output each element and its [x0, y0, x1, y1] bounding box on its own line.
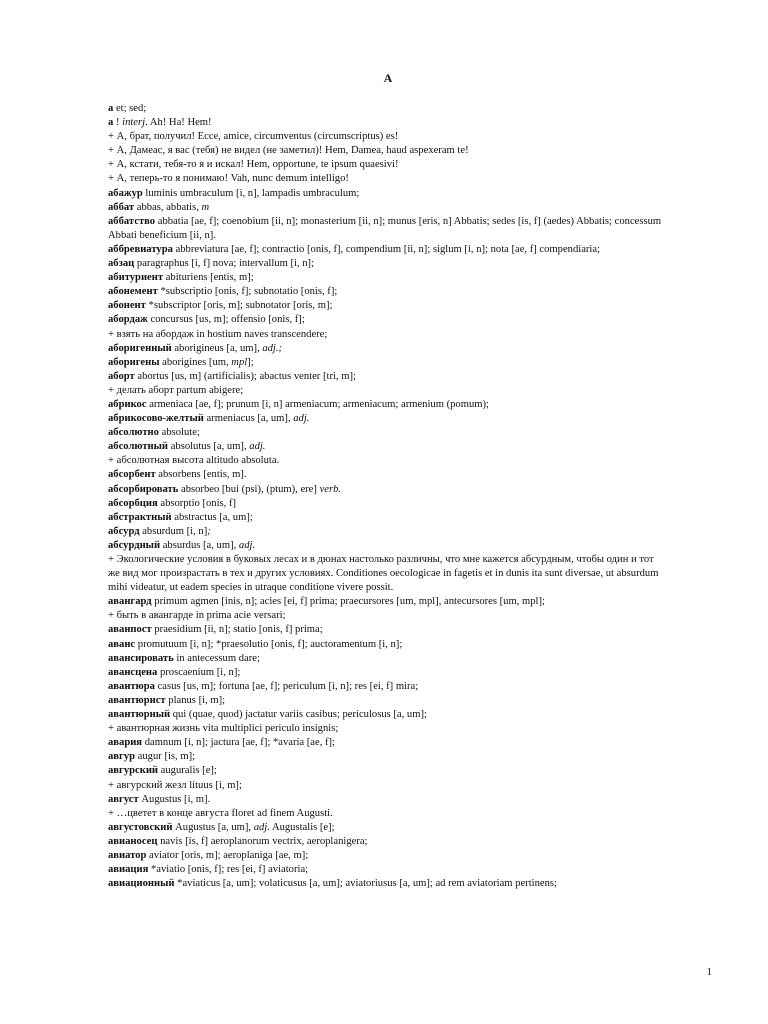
definition-text: + делать аборт partum abigere; [108, 384, 244, 396]
headword: авансировать [108, 652, 174, 664]
dictionary-entry [108, 821, 668, 835]
dictionary-entry [108, 483, 668, 497]
headword: абсурдный [108, 539, 161, 551]
definition-text: aviator [oris, m]; aeroplaniga [ae, m]; [146, 849, 309, 861]
dictionary-entry [108, 468, 668, 482]
grammar-label: ; [207, 525, 211, 537]
headword: авиатор [108, 849, 147, 861]
dictionary-entry [108, 511, 668, 525]
definition-text: augur [is, m]; [135, 751, 196, 763]
grammar-label: m [201, 201, 210, 213]
definition-text: Augustalis [e]; [269, 821, 335, 833]
definition-text: + А, кстати, тебя-то я и искал! Hem, opportune, te ipsum quaesivi! [108, 159, 399, 171]
definition-text: planus [i, m]; [165, 694, 226, 706]
dictionary-entry [108, 764, 668, 778]
dictionary-entry [108, 849, 668, 863]
dictionary-entry [108, 342, 668, 356]
dictionary-entry [108, 313, 668, 327]
dictionary-entry [108, 525, 668, 539]
headword: абонент [108, 300, 146, 312]
definition-text: absurdus [a, um], [160, 539, 239, 551]
dictionary-entry [108, 666, 668, 680]
dictionary-entry [108, 116, 668, 130]
headword: абордаж [108, 314, 148, 326]
dictionary-entry [108, 102, 668, 116]
dictionary-entry [108, 440, 668, 454]
dictionary-entry [108, 694, 668, 708]
definition-text: Augustus [a, um], [172, 821, 254, 833]
dictionary-entry [108, 299, 668, 313]
definition-text: concursus [us, m]; offensio [onis, f]; [147, 314, 305, 326]
headword: аванпост [108, 624, 152, 636]
definition-text: absolute; [158, 427, 200, 439]
grammar-label: adj. [293, 413, 310, 425]
dictionary-entry [108, 835, 668, 849]
headword: аборигены [108, 356, 160, 368]
headword: абитуриент [108, 272, 164, 284]
headword: аборт [108, 370, 135, 382]
headword: абсорбция [108, 497, 158, 509]
headword: абонемент [108, 286, 158, 298]
dictionary-entry [108, 257, 668, 271]
dictionary-entry [108, 553, 668, 595]
definition-text: absorbens [entis, m]. [155, 469, 247, 481]
dictionary-entry [108, 779, 668, 793]
dictionary-entry [108, 722, 668, 736]
definition-text: et; sed; [113, 103, 147, 114]
headword: авантюра [108, 680, 155, 692]
headword: авианосец [108, 835, 158, 847]
definition-text: . Ah! Ha! Hem! [145, 117, 212, 129]
dictionary-entry [108, 426, 668, 440]
definition-text: in antecessum dare; [173, 652, 260, 664]
entry-list [108, 102, 668, 891]
headword: авиация [108, 864, 149, 876]
definition-text: absorptio [onis, f] [157, 497, 236, 509]
dictionary-entry [108, 243, 668, 257]
dictionary-entry [108, 793, 668, 807]
dictionary-entry [108, 187, 668, 201]
dictionary-page [108, 72, 668, 891]
definition-text: absolutus [a, um], [168, 441, 250, 453]
headword: абсорбировать [108, 483, 179, 495]
definition-text: primum agmen [inis, n]; acies [ei, f] prima; praecursores [um, mpl], antecursores [um, mpl]; [151, 596, 545, 608]
headword: а [108, 117, 114, 129]
dictionary-entry [108, 328, 668, 342]
dictionary-entry [108, 370, 668, 384]
definition-text: + …цветет в конце августа floret ad finem Augusti. [108, 807, 333, 819]
grammar-label: interj [122, 117, 146, 129]
dictionary-entry [108, 271, 668, 285]
definition-text: aborigines [um, [159, 356, 232, 368]
definition-text: + авгурский жезл lituus [i, m]; [108, 779, 242, 791]
definition-text: ]; [247, 356, 254, 368]
dictionary-entry [108, 609, 668, 623]
grammar-label: verb. [319, 483, 342, 495]
definition-text: absorbeo [bui (psi), (ptum), ere] [178, 483, 320, 495]
section-letter-heading: A [383, 71, 393, 85]
definition-text: praesidium [ii, n]; statio [onis, f] prima; [151, 624, 323, 636]
definition-text: navis [is, f] aeroplanorum vectrix, aeroplanigera; [157, 835, 368, 847]
dictionary-entry [108, 412, 668, 426]
headword: авгур [108, 751, 136, 763]
definition-text: proscaenium [i, n]; [157, 666, 241, 678]
headword: август [108, 793, 139, 805]
definition-text: + взять на абордаж in hostium naves transcendere; [108, 328, 328, 340]
dictionary-entry [108, 750, 668, 764]
grammar-label: adj. [249, 441, 266, 453]
definition-text: paragraphus [i, f] nova; intervallum [i, n]; [134, 258, 315, 270]
dictionary-entry [108, 384, 668, 398]
definition-text: *subscriptor [oris, m]; subnotator [oris, m]; [145, 300, 333, 312]
dictionary-entry [108, 215, 668, 243]
definition-text: promutuum [i, n]; *praesolutio [onis, f]; auctoramentum [i, n]; [135, 638, 403, 650]
grammar-label: adj. [253, 821, 270, 833]
definition-text: qui (quae, quod) jactatur variis casibus; periculosus [a, um]; [170, 709, 427, 721]
dictionary-entry [108, 863, 668, 877]
definition-text: + авантюрная жизнь vita multiplici periculo insignis; [108, 723, 339, 735]
headword: абзац [108, 258, 135, 270]
dictionary-entry [108, 539, 668, 553]
dictionary-entry [108, 130, 668, 144]
definition-text: + абсолютная высота altitudo absoluta. [108, 455, 280, 467]
headword: абсорбент [108, 469, 156, 481]
headword: аббревиатура [108, 243, 173, 255]
definition-text: + быть в авангарде in prima acie versari; [108, 610, 286, 622]
dictionary-entry [108, 497, 668, 511]
headword: абрикос [108, 398, 147, 410]
headword: абсолютный [108, 441, 169, 453]
dictionary-entry [108, 807, 668, 821]
dictionary-entry [108, 454, 668, 468]
definition-text: absurdum [i, n] [139, 525, 208, 537]
headword: аборигенный [108, 342, 172, 354]
definition-text: abortus [us, m] (artificialis); abactus venter [tri, m]; [134, 370, 356, 382]
dictionary-entry [108, 638, 668, 652]
definition-text: casus [us, m]; fortuna [ae, f]; periculum [i, n]; res [ei, f] mira; [154, 680, 419, 692]
headword: аббат [108, 201, 135, 213]
dictionary-entry [108, 623, 668, 637]
headword: абсурд [108, 525, 140, 537]
definition-text: Augustus [i, m]. [138, 793, 211, 805]
dictionary-entry [108, 595, 668, 609]
dictionary-entry [108, 172, 668, 186]
definition-text: aborigineus [a, um], [171, 342, 263, 354]
headword: авантюрист [108, 694, 166, 706]
headword: абсолютно [108, 427, 159, 439]
definition-text: armeniacus [a, um], [203, 413, 294, 425]
definition-text: abituriens [entis, m]; [163, 272, 254, 284]
headword: авиационный [108, 878, 175, 890]
headword: авантюрный [108, 709, 171, 721]
definition-text: + А, брат, получил! Ecce, amice, circumventus (circumscriptus) es! [108, 131, 399, 143]
dictionary-entry [108, 652, 668, 666]
grammar-label: adj. [238, 539, 256, 551]
definition-text: damnum [i, n]; jactura [ae, f]; *avaria [ae, f]; [142, 737, 335, 749]
definition-text: *aviatio [onis, f]; res [ei, f] aviatoria; [148, 864, 309, 876]
dictionary-entry [108, 680, 668, 694]
headword: авангард [108, 596, 152, 608]
headword: абрикосово-желтый [108, 413, 204, 425]
definition-text: ! [113, 117, 123, 129]
dictionary-entry [108, 356, 668, 370]
headword: абажур [108, 187, 143, 199]
definition-text: abbatia [ae, f]; coenobium [ii, n]; monasterium [ii, n]; munus [eris, n] Abbatis; sedes [is, f] (aedes) Abbatis; concessum Abbati beneficium [ii, n]. [108, 215, 662, 241]
definition-text: + Экологические условия в буковых лесах и в дюнах настолько различны, что мне кажется абсурдным, чтобы один и тот же вид мог произрастать в тех и других условиях. Conditiones oecologicae in fagetis et in dunis ita sunt diversae, ut absurdum mihi videatur, ut eadem species in utraque conditione vivere possit. [108, 554, 659, 594]
headword: а [108, 103, 114, 114]
headword: августовский [108, 821, 173, 833]
definition-text: luminis umbraculum [i, n], lampadis umbraculum; [142, 187, 360, 199]
dictionary-entry [108, 398, 668, 412]
grammar-label: adj.; [262, 342, 283, 354]
dictionary-entry [108, 877, 668, 891]
dictionary-entry [108, 158, 668, 172]
dictionary-entry [108, 285, 668, 299]
dictionary-entry [108, 708, 668, 722]
definition-text: abbreviatura [ae, f]; contractio [onis, f], compendium [ii, n]; siglum [i, n]; nota [ae, f] compendiaria; [172, 243, 601, 255]
definition-text: abbas, abbatis, [134, 201, 202, 213]
dictionary-entry [108, 736, 668, 750]
headword: авгурский [108, 765, 159, 777]
page-number: 1 [706, 966, 712, 978]
grammar-label: mpl [231, 356, 248, 368]
definition-text: + А, теперь-то я понимаю! Vah, nunc demum intelligo! [108, 173, 349, 185]
headword: авария [108, 737, 143, 749]
headword: аббатство [108, 215, 156, 227]
dictionary-entry [108, 144, 668, 158]
definition-text: + А, Дамеас, я вас (тебя) не видел (не заметил)! Hem, Damea, haud aspexeram te! [108, 145, 469, 157]
dictionary-entry [108, 201, 668, 215]
definition-text: armeniaca [ae, f]; prunum [i, n] armeniacum; armeniacum; armenium (pomum); [146, 398, 489, 410]
headword: абстрактный [108, 511, 172, 523]
definition-text: *aviaticus [a, um]; volaticusus [a, um]; aviatoriusus [a, um]; ad rem aviatoriam pertinens; [174, 878, 557, 890]
definition-text: *subscriptio [onis, f]; subnotatio [onis, f]; [157, 286, 338, 298]
headword: аванс [108, 638, 136, 650]
definition-text: abstractus [a, um]; [171, 511, 253, 523]
headword: авансцена [108, 666, 158, 678]
definition-text: auguralis [e]; [158, 765, 217, 777]
